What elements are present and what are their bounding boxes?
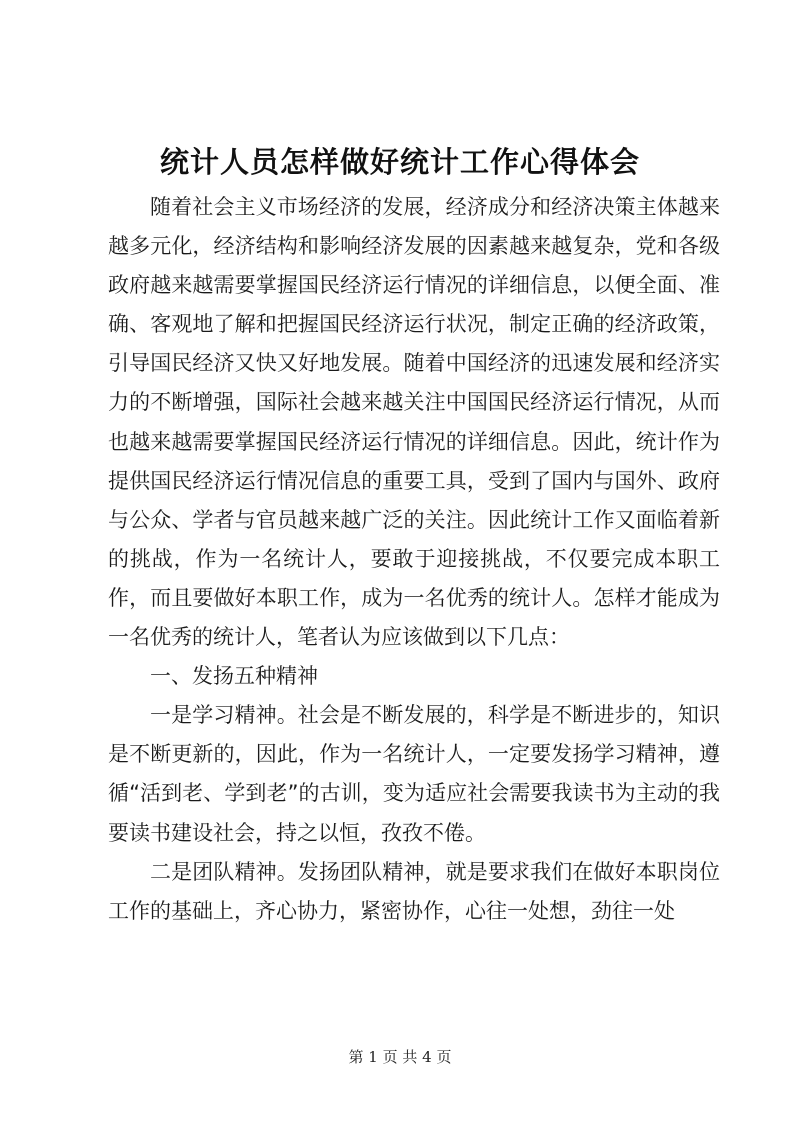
section-heading: 一、发扬五种精神 <box>150 664 318 689</box>
page-footer: 第 1 页 共 4 页 <box>348 1048 452 1066</box>
paragraph-intro: 随着社会主义市场经济的发展，经济成分和经济决策主体越来越多元化，经济结构和影响经济发展的因素越来越复杂，党和各级政府越来越需要掌握国民经济运行情况的详细信息，以便全面、准确、客观地了解和把握国民经济运行状况，制定正确的经济政策，引导国民经济又快又好地发展。随着中国经济的迅速发展和经济实力的不断增强，国际社会越来越关注中国国民经济运行情况，从而也越来越需要掌握国民经济运行情况的详细信息。因此，统计作为提供国民经济运行情况信息的重要工具，受到了国内与国外、政府与公众、学者与官员越来越广泛的关注。因此统计工作又面临着新的挑战，作为一名统计人，要敢于迎接挑战，不仅要完成本职工作，而且要做好本职工作，成为一名优秀的统计人。怎样才能成为一名优秀的统计人，笔者认为应该做到以下几点： <box>108 195 720 650</box>
document-body <box>108 188 720 931</box>
paragraph-team-spirit: 二是团队精神。发扬团队精神，就是要求我们在做好本职岗位工作的基础上，齐心协力，紧密协作，心往一处想，劲往一处 <box>108 859 720 923</box>
document-title: 统计人员怎样做好统计工作心得体会 <box>159 145 640 179</box>
paragraph-learning-spirit: 一是学习精神。社会是不断发展的，科学是不断进步的，知识是不断更新的，因此，作为一名统计人，一定要发扬学习精神，遵循“活到老、学到老”的古训，变为适应社会需要我读书为主动的我要读书建设社会，持之以恒，孜孜不倦。 <box>108 703 720 845</box>
